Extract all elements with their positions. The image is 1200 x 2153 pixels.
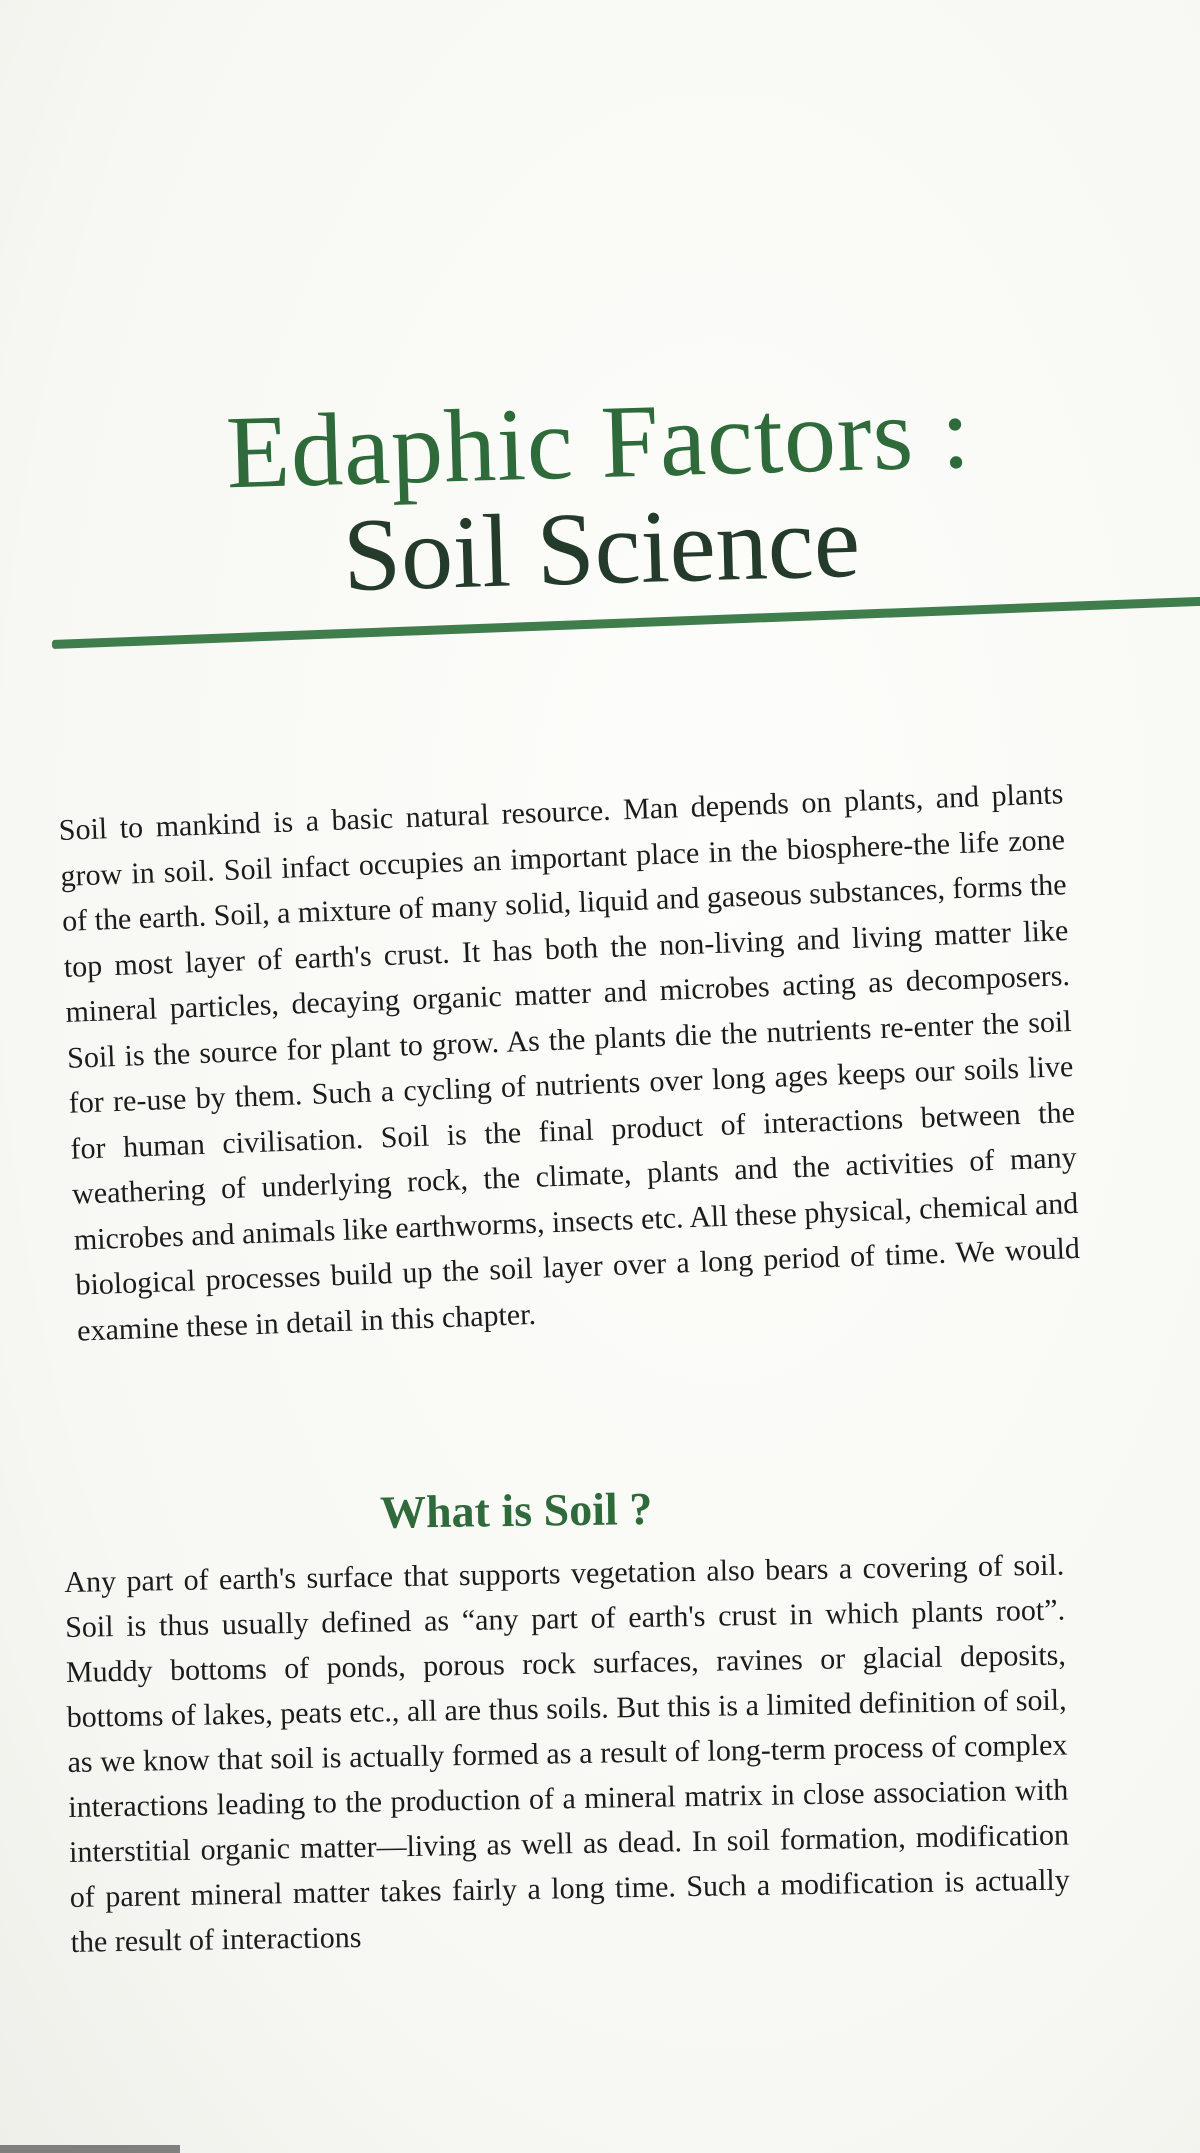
- intro-paragraph: Soil to mankind is a basic natural resource. Man depends on plants, and plants grow in soil. Soil infact occupies an important place in the biosphere-the life zone of the earth. Soil, a mixture of many solid, liquid and gaseous substances, forms the top most layer of earth's crust. It has both the non-living and living matter like mineral particles, decaying organic matter and microbes acting as decomposers. Soil is the source for plant to grow. As the plants die the nutrients re-enter the soil for re-use by them. Such a cycling of nutrients over long ages keeps our soils live for human civilisation. Soil is the final product of interactions between the weathering of underlying rock, the climate, plants and the activities of many microbes and animals like earthworms, insects etc. All these physical, chemical and biological processes build up the soil layer over a long period of time. We would examine these in detail in this chapter.: [58, 777, 1081, 1348]
- section-paragraph: Any part of earth's surface that supports vegetation also bears a covering of soil. Soil is thus usually defined as “any part of earth's crust in which plants root”. Muddy bottoms of ponds, porous rock surfaces, ravines or glacial deposits, bottoms of lakes, peats etc., all are thus soils. But this is a limited definition of soil, as we know that soil is actually formed as a result of long-term process of complex interactions leading to the production of a mineral matrix in close association with interstitial organic matter—living as well as dead. In soil formation, modification of parent mineral matter takes fairly a long time. Such a modification is actually the result of interactions: [64, 1548, 1071, 1959]
- page-edge-shadow: [0, 2145, 180, 2153]
- chapter-title-line-1: Edaphic Factors :: [224, 375, 973, 511]
- chapter-title: [147, 375, 1053, 614]
- chapter-title-line-2: Soil Science: [341, 484, 862, 614]
- section-heading: What is Soil ?: [379, 1483, 653, 1538]
